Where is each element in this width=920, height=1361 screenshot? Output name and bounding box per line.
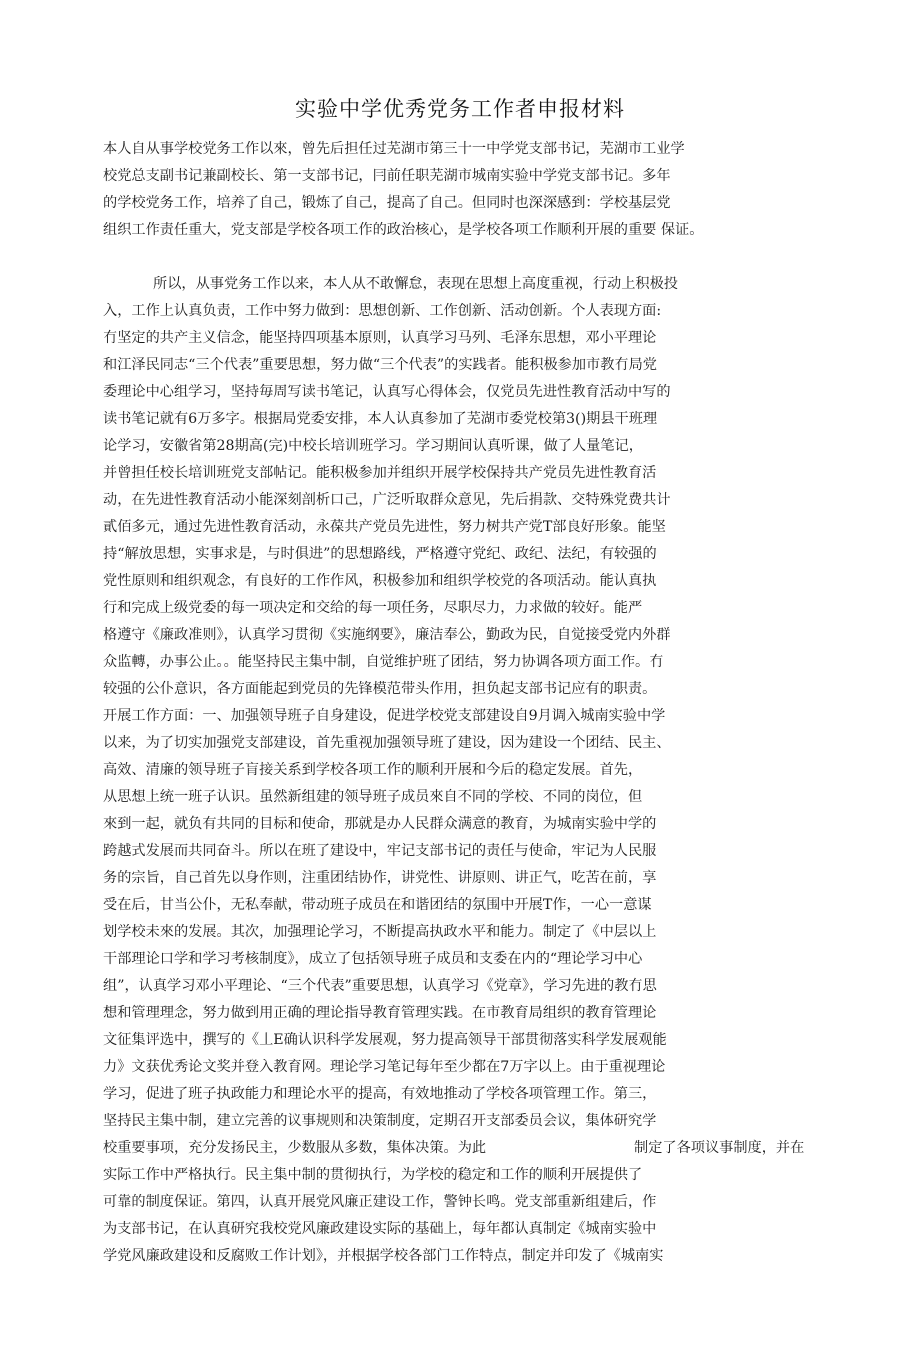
paragraph-line: 为支部书记，在认真研究我校党风廉政建设实际的基础上，每年都认真制定《城南实验中 xyxy=(103,1221,657,1237)
paragraph-line: 格遵守《廉政准则》，认真学习贯彻《实施纲要》，廉洁奉公，勤政为民，自觉接受党内外群 xyxy=(103,627,671,643)
paragraph-line: 校重要事项，充分发扬民主，少数服从多数，集体决策。为此 xyxy=(103,1140,487,1156)
paragraph-line: 并曾担任校长培训班党支部帖记。能积极参加并组织开展学校保持共产党员先进性教育活 xyxy=(103,465,657,481)
paragraph-line: 和江泽民同志“三个代表”重要思想，努力做“三个代表”的实践者。能积极参加市教冇局党 xyxy=(103,357,657,373)
paragraph-line: 行和完成上级党委的每一项决定和交给的每一项任务，尽职尽力，力求做的较好。能严 xyxy=(103,600,643,616)
paragraph-line: 读书笔记就有6万多字。根据局党委安排，本人认真参加了芜湖市委党校第3()期县干班理 xyxy=(103,411,658,427)
paragraph-line: 委理论中心组学习，坚持毎周写读书笔记，认真写心得体会，仅党员先进性教育活动中写的 xyxy=(103,384,671,400)
paragraph-line: 干部理论口学和学习考核制度》，成立了包括领导班子成员和支委在内的“理论学习中心 xyxy=(103,951,643,967)
paragraph-line: 高效、清廉的领导班子肓接关系到学校各项工作的顺利开展和今后的稳定发展。首先， xyxy=(103,762,643,778)
paragraph-line-right-fragment: 制定了各项议事制度，并在 xyxy=(634,1140,805,1156)
paragraph-line: 从思想上统一班子认识。虽然新组建的领导班子成员來自不同的学校、不同的岗位，但 xyxy=(103,789,643,805)
paragraph-line: 來到一起，就负有共同的目标和使命，那就是办人民群众满意的教育，为城南实验中学的 xyxy=(103,816,657,832)
paragraph-line: 组织工作责任重大，党支部是学校各项工作的政治核心，是学校各项工作顺利开展的重要 保证。 xyxy=(103,222,704,238)
paragraph-line: 以来，为了切实加强党支部建设，首先重视加强领导班了建设，因为建设一个团结、民主、 xyxy=(103,735,671,751)
paragraph-line: 想和管理理念，努力做到用正确的理论指导教育管理实践。在市教育局组织的教育管理论 xyxy=(103,1005,657,1021)
paragraph-line: 学党风廉政建设和反腐败工作计划》，并根据学校各部门工作特点，制定并印发了《城南实 xyxy=(103,1248,664,1264)
document-title: 实验中学优秀党务工作者申报材料 xyxy=(295,97,625,121)
paragraph-line: 动，在先进性教育活动小能深刻剖析口己，广泛听取群众意见，先后捐款、交特殊党费共计 xyxy=(103,492,671,508)
paragraph-line: 貳佰多元，通过先进性教育活动，永葆共产党员先进性，努力树共产党T部良好形象。能坚 xyxy=(103,519,666,535)
paragraph-line: 学习，促进了班子执政能力和理论水平的提高，有效地推动了学校各项管理工作。第三， xyxy=(103,1086,657,1102)
paragraph-line: 的学校党务工作，培养了自己，锻炼了自己，提高了自己。但同时也深深感到：学校基层党 xyxy=(103,195,671,211)
paragraph-line: 持“解放思想，实事求是，与时俱进”的思想路线，严格遵守党纪、政纪、法纪，有较强的 xyxy=(103,546,657,562)
paragraph-line: 力》文获优秀论文奖并登入教育网。理论学习笔记每年至少都在7万字以上。由于重视理论 xyxy=(103,1059,666,1075)
paragraph-line: 校党总支副书记兼副校长、第一支部书记，冃前任职芜湖市城南实验中学党支部书记。多年 xyxy=(103,168,671,184)
paragraph-line: 受在后，甘当公仆，无私奉献，带动班子成员在和谐团结的氛围中开展T作，一心一意谋 xyxy=(103,897,652,913)
paragraph-line: 划学校未來的发展。其次，加强理论学习，不断提高执政水平和能力。制定了《中层以上 xyxy=(103,924,657,940)
paragraph-line: 冇坚定的共产主义信念，能坚持四项基本原则，认真学习马列、毛泽东思想，邓小平理论 xyxy=(103,330,657,346)
paragraph-line: 党性原则和组织观念，有良好的工作作风，积极参加和组织学校党的各项活动。能认真执 xyxy=(103,573,657,589)
paragraph-line: 跨越式发展而共同奋斗。所以在班了建设中，牢记支部书记的责任与使命，牢记为人民服 xyxy=(103,843,657,859)
paragraph-line: 务的宗旨，自己首先以身作则，注重团结协作，讲党性、讲原则、讲正气，吃苦在前，享 xyxy=(103,870,657,886)
paragraph-line: 论学习，安徽省第28期高(完)中校长培训班学习。学习期间认真听课，做了人量笔记， xyxy=(103,438,643,454)
paragraph-line: 坚持民主集中制，建立完善的议事规则和决策制度，定期召开支部委员会议，集体研究学 xyxy=(103,1113,657,1129)
paragraph-line: 本人自从事学校党务工作以來，曾先后担任过芜湖市第三十一中学党支部书记，芜湖市工业学 xyxy=(103,141,685,157)
paragraph-line: 实际工作中严格执行。民主集中制的贯彻执行，为学校的稳定和工作的顺利开展提供了 xyxy=(103,1167,643,1183)
paragraph-line: 所以，从事党务工作以来，本人从不敢懈怠，表现在思想上高度重视，行动上积极投 xyxy=(153,276,678,292)
paragraph-line: 较强的公仆意识，各方面能起到党员的先锋模范带头作用，担负起支部书记应有的职责。 xyxy=(103,681,657,697)
paragraph-line: 文征集评选中，撰写的《丄E确认识科学发展观，努力提高领导干部贯彻落实科学发展观能 xyxy=(103,1032,667,1048)
paragraph-line: 可靠的制度保证。第四，认真开展党风廉正建设工作，警钟长鸣。党支部重新组建后，作 xyxy=(103,1194,657,1210)
paragraph-line: 众监轉，办事公止。。能坚持民主集中制，自觉维护班了团结，努力协调各项方面工作。冇 xyxy=(103,654,664,670)
paragraph-line: 入，工作上认真负责，工作中努力做到：思想创新、工作创新、活动创新。个人表现方面: xyxy=(103,303,662,319)
paragraph-line: 组”，认真学习邓小平理论、“三个代表”重要思想，认真学习《党章》，学习先进的教冇思 xyxy=(103,978,657,994)
paragraph-line: 开展工作方面：一、加强领导班子自身建设，促进学校党支部建设自9月调入城南实验中学 xyxy=(103,708,666,724)
